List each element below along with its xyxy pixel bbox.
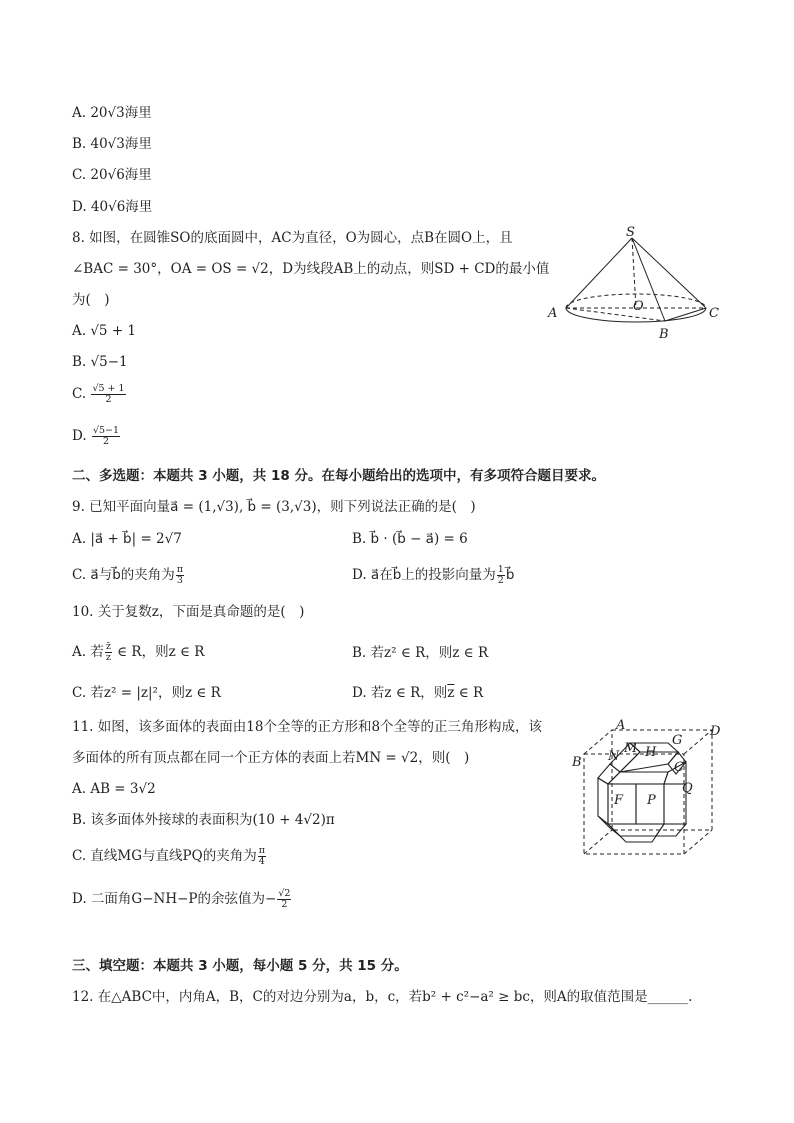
- q9-option-b: B. b⃗ · (b⃗ − a⃗) = 6: [352, 531, 468, 547]
- q11-polyhedron-figure: [568, 712, 738, 857]
- q10-option-a: A. 若 $\frac{z̄}{z}$ ∈ R，则z ∈ R: [72, 641, 205, 663]
- q9-option-a: A. |a⃗ + b⃗| = 2√7: [72, 531, 182, 547]
- q8-label-a: A: [548, 306, 558, 321]
- q8-option-a: A. √5 + 1: [72, 323, 137, 339]
- q8-stem-line3: 为( ): [72, 292, 110, 308]
- q11-stem-line2: 多面体的所有顶点都在同一个正方体的表面上若MN = √2，则( ): [72, 750, 470, 766]
- q12-stem: 12. 在△ABC中，内角A，B，C的对边分别为a，b，c，若b² + c²−a² ≥ bc，则A的取值范围是______.: [72, 989, 693, 1005]
- q8-option-d-fraction: $\frac{√5-1}{2}$: [92, 425, 120, 447]
- q11-stem-line1: 11. 如图，该多面体的表面由18个全等的正方形和8个全等的正三角形构成，该: [72, 719, 543, 735]
- q11-option-d-fraction: $\frac{√2}{2}$: [278, 888, 291, 910]
- section-3-heading: 三、填空题：本题共 3 小题，每小题 5 分，共 15 分。: [72, 958, 408, 974]
- q10-option-b: B. 若z² ∈ R，则z ∈ R: [352, 645, 489, 661]
- q10-option-a-fraction: $\frac{z̄}{z}$: [105, 641, 111, 663]
- q8-option-c-fraction: $\frac{√5 + 1}{2}$: [92, 383, 125, 405]
- q11-option-b: B. 该多面体外接球的表面积为(10 + 4√2)π: [72, 812, 335, 828]
- q11-option-c: C. 直线MG与直线PQ的夹角为 $\frac{\pi}{4}$: [72, 845, 265, 867]
- q9-option-d: D. a⃗在b⃗上的投影向量为 $\frac{1}{2}$ b⃗: [352, 564, 515, 586]
- q11-label-f: F: [614, 793, 624, 808]
- q8-option-b: B. √5−1: [72, 354, 128, 370]
- q8-label-s: S: [626, 225, 635, 240]
- q11-label-p: P: [647, 793, 656, 808]
- q8-cone-figure: [540, 222, 730, 347]
- q8-option-c: C. $\frac{√5 + 1}{2}$: [72, 383, 125, 405]
- q7-option-d: D. 40√6海里: [72, 199, 153, 215]
- q8-option-d: D. $\frac{√5-1}{2}$: [72, 425, 120, 447]
- q9-option-d-fraction: $\frac{1}{2}$: [497, 564, 504, 586]
- section-2-heading: 二、多选题：本题共 3 小题，共 18 分。在每小题给出的选项中，有多项符合题目要求。: [72, 468, 605, 484]
- q11-label-m: M: [624, 741, 638, 756]
- q7-option-a: A. 20√3海里: [72, 105, 152, 121]
- q10-stem: 10. 关于复数z，下面是真命题的是( ): [72, 604, 305, 620]
- q8-stem-line2: ∠BAC = 30°，OA = OS = √2，D为线段AB上的动点，则SD + CD的最小值: [72, 261, 550, 277]
- q11-label-d: D: [710, 724, 721, 739]
- q8-label-b: B: [659, 327, 669, 342]
- q11-label-n: N: [608, 749, 620, 764]
- q11-label-g: G: [672, 733, 683, 748]
- q10-option-c: C. 若z² = |z|²，则z ∈ R: [72, 685, 221, 701]
- q9-option-c-fraction: $\frac{\pi}{3}$: [176, 564, 184, 586]
- q11-label-c: C: [674, 760, 684, 775]
- q10-option-d: D. 若z ∈ R，则$\overline{z}$ ∈ R: [352, 685, 484, 701]
- q11-label-h: H: [645, 745, 657, 760]
- q7-option-b: B. 40√3海里: [72, 136, 152, 152]
- q8-label-o: O: [633, 299, 644, 314]
- q7-option-c: C. 20√6海里: [72, 167, 152, 183]
- q11-label-q: Q: [682, 781, 693, 796]
- q11-label-b: B: [572, 755, 582, 770]
- q8-stem-line1: 8. 如图，在圆锥SO的底面圆中，AC为直径，O为圆心，点B在圆O上，且: [72, 230, 513, 246]
- q9-stem: 9. 已知平面向量a⃗ = (1,√3), b⃗ = (3,√3)，则下列说法正确的是( ): [72, 499, 476, 515]
- q9-option-c: C. a⃗与b⃗的夹角为 $\frac{\pi}{3}$: [72, 564, 184, 586]
- q11-option-a: A. AB = 3√2: [72, 781, 156, 797]
- q11-label-a: A: [616, 718, 626, 733]
- q11-option-c-fraction: $\frac{\pi}{4}$: [258, 845, 265, 867]
- q8-label-c: C: [709, 306, 719, 321]
- q11-option-d: D. 二面角G−NH−P的余弦值为− $\frac{√2}{2}$: [72, 888, 291, 910]
